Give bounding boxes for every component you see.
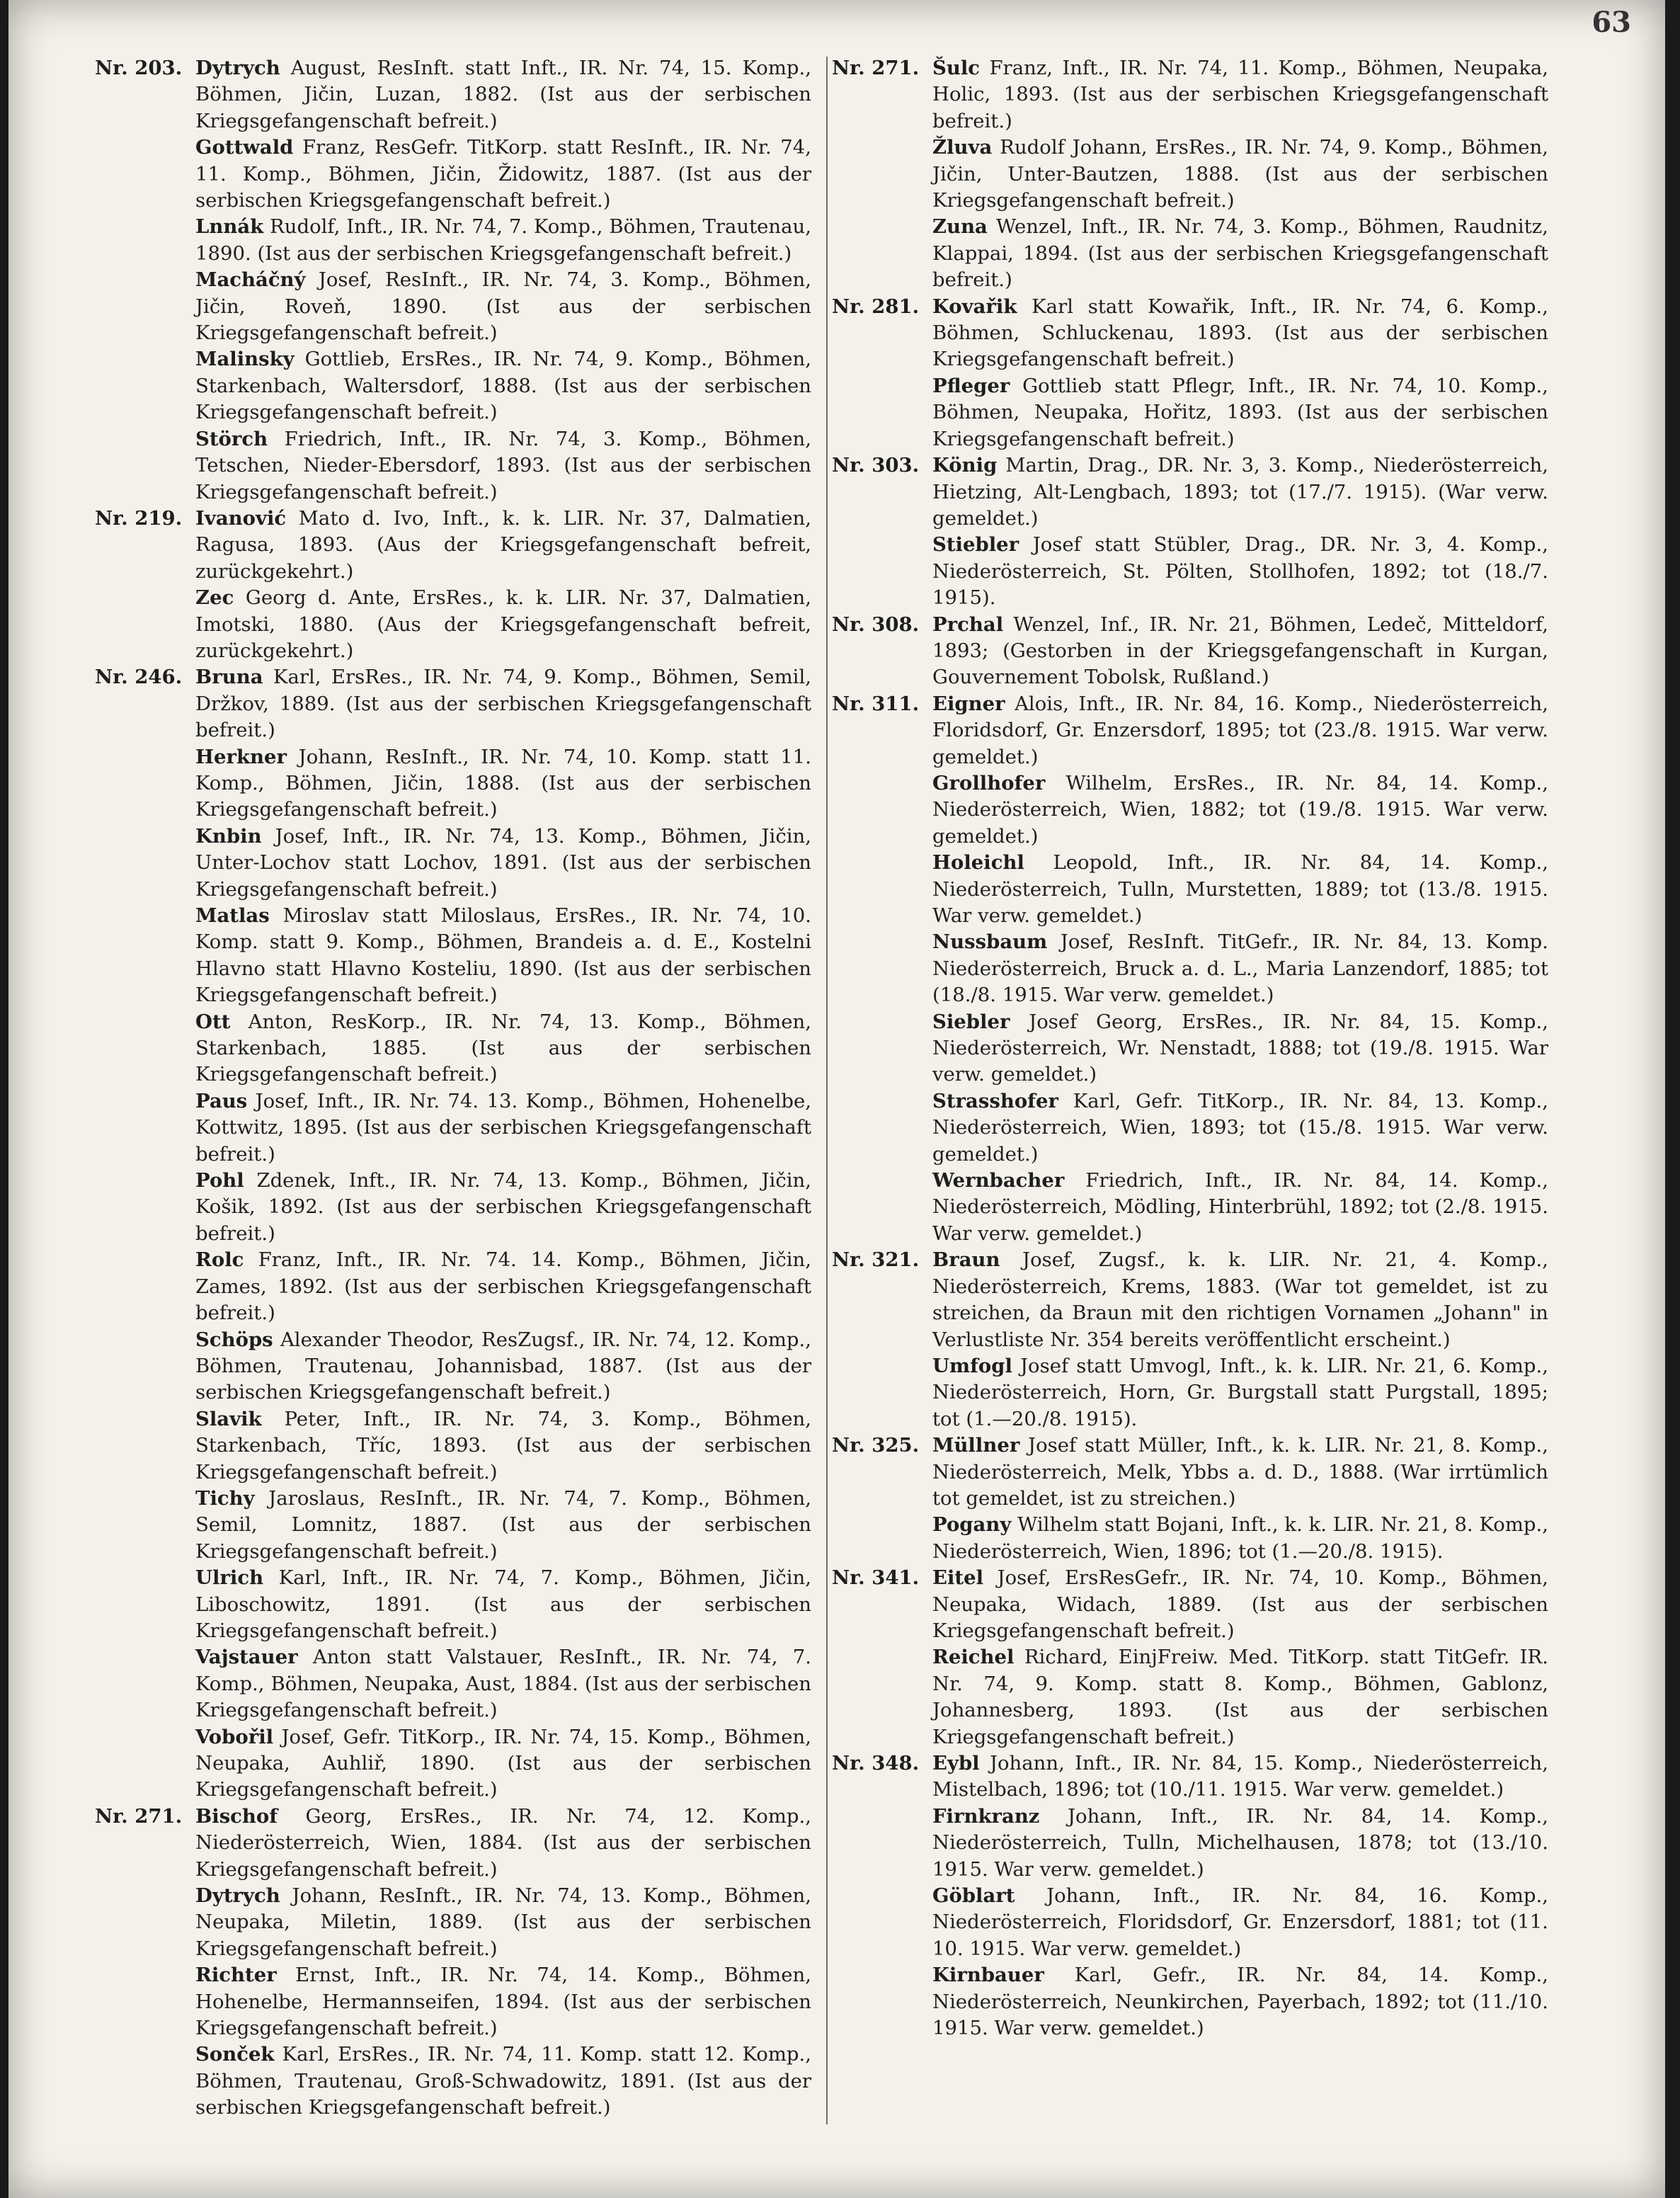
list-number: Nr. 203.	[95, 57, 183, 79]
list-item	[932, 1353, 1548, 1433]
list-item	[932, 1962, 1548, 2042]
list-item	[195, 267, 811, 346]
list-item	[195, 1406, 811, 1486]
person-name: Šulc	[932, 57, 981, 79]
person-name: Wernbacher	[932, 1169, 1065, 1192]
person-details: Gottlieb statt Pflegr, Inft., IR. Nr. 74, 10. Komp., Böhmen, Neupaka, Hořitz, 1893. (Ist aus der serbischen Kriegsgefangenschaft befreit.)	[932, 374, 1548, 450]
person-details: Karl, Gefr. TitKorp., IR. Nr. 84, 13. Komp., Niederösterreich, Wien, 1893; tot (15./8. 1915. War verw. gemeldet.)	[932, 1089, 1548, 1166]
list-item	[195, 1883, 811, 1962]
left-column	[96, 55, 811, 2122]
person-name: Eybl	[932, 1752, 980, 1775]
person-name: Störch	[195, 427, 268, 450]
list-item	[932, 135, 1548, 214]
person-name: Pohl	[195, 1169, 244, 1192]
person-details: Josef statt Stübler, Drag., DR. Nr. 3, 4. Komp., Niederösterreich, St. Pölten, Stollhofen, 1892; tot (18./7. 1915).	[932, 533, 1548, 610]
list-number: Nr. 325.	[832, 1434, 920, 1457]
person-name: Zuna	[932, 215, 988, 239]
person-name: Dytrych	[195, 57, 280, 79]
list-item	[195, 426, 811, 506]
list-item	[932, 1433, 1548, 1512]
list-item	[195, 1088, 811, 1168]
person-name: Müllner	[932, 1434, 1020, 1457]
list-item	[195, 1804, 811, 1883]
list-item	[195, 1724, 811, 1804]
person-details: Josef, Zugsf., k. k. LIR. Nr. 21, 4. Komp., Niederösterreich, Krems, 1883. (War tot gemeldet, ist zu streichen, da Braun mit den richtigen Vornamen „Johann" in Verlustliste Nr. 354 bereits veröffentlicht erscheint.)	[932, 1248, 1548, 1351]
person-name: Paus	[195, 1089, 248, 1112]
list-item	[932, 1009, 1548, 1088]
person-name: Kovařik	[932, 295, 1017, 318]
list-number: Nr. 348.	[832, 1752, 920, 1775]
person-details: Wenzel, Inft., IR. Nr. 74, 3. Komp., Böhmen, Raudnitz, Klappai, 1894. (Ist aus der serbischen Kriegsgefangenschaft befreit.)	[932, 215, 1548, 292]
person-details: Georg, ErsRes., IR. Nr. 74, 12. Komp., Niederösterreich, Wien, 1884. (Ist aus der serbischen Kriegsgefangenschaft befreit.)	[195, 1804, 811, 1881]
person-details: August, ResInft. statt Inft., IR. Nr. 74, 15. Komp., Böhmen, Jičin, Luzan, 1882. (Ist aus der serbischen Kriegsgefangenschaft befreit.)	[195, 57, 811, 132]
person-details: Karl, Inft., IR. Nr. 74, 7. Komp., Böhmen, Jičin, Liboschowitz, 1891. (Ist aus der serbischen Kriegsgefangenschaft befreit.)	[195, 1566, 811, 1642]
person-name: Tichy	[195, 1486, 255, 1510]
person-details: Josef, ResInft. TitGefr., IR. Nr. 84, 13. Komp. Niederösterreich, Bruck a. d. L., Maria Lanzendorf, 1885; tot (18./8. 1915. War verw. gemeldet.)	[932, 930, 1548, 1007]
list-entry-group	[833, 1750, 1548, 2042]
person-name: Bruna	[195, 666, 263, 689]
person-name: Sonček	[195, 2043, 275, 2066]
list-item	[195, 1009, 811, 1088]
person-details: Josef, ResInft., IR. Nr. 74, 3. Komp., Böhmen, Jičin, Roveň, 1890. (Ist aus der serbischen Kriegsgefangenschaft befreit.)	[195, 268, 811, 345]
list-item	[932, 452, 1548, 532]
person-name: Umfogl	[932, 1354, 1012, 1377]
person-details: Richard, EinjFreiw. Med. TitKorp. statt TitGefr. IR. Nr. 74, 9. Komp. statt 8. Komp., Böhmen, Gablonz, Johannesberg, 1893. (Ist aus der serbischen Kriegsgefangenschaft befreit.)	[932, 1646, 1548, 1748]
person-details: Wilhelm, ErsRes., IR. Nr. 84, 14. Komp., Niederösterreich, Wien, 1882; tot (19./8. 1915. War verw. gemeldet.)	[932, 771, 1548, 848]
list-item	[195, 903, 811, 1009]
list-entry-group	[833, 55, 1548, 294]
list-number: Nr. 271.	[95, 1804, 183, 1828]
list-item	[932, 929, 1548, 1008]
person-details: Josef, ErsResGefr., IR. Nr. 74, 10. Komp., Böhmen, Neupaka, Widach, 1889. (Ist aus der serbischen Kriegsgefangenschaft befreit.)	[932, 1566, 1548, 1642]
list-item	[932, 1565, 1548, 1644]
list-item	[932, 850, 1548, 929]
right-column	[833, 55, 1548, 2042]
list-number: Nr. 219.	[95, 506, 183, 530]
person-name: Kirnbauer	[932, 1964, 1044, 1987]
column-divider	[826, 57, 828, 2124]
person-name: Vobořil	[195, 1725, 274, 1748]
list-item	[195, 346, 811, 426]
list-item	[195, 55, 811, 135]
person-details: Josef Georg, ErsRes., IR. Nr. 84, 15. Komp., Niederösterreich, Wr. Nenstadt, 1888; tot (19./8. 1915. War verw. gemeldet.)	[932, 1010, 1548, 1086]
person-details: Josef statt Umvogl, Inft., k. k. LIR. Nr. 21, 6. Komp., Niederösterreich, Horn, Gr. Burgstall statt Purgstall, 1895; tot (1.—20./8. 1915).	[932, 1354, 1548, 1430]
list-number: Nr. 246.	[95, 666, 183, 689]
list-item	[195, 2042, 811, 2121]
person-name: Zec	[195, 586, 234, 610]
person-name: Ivanović	[195, 506, 287, 530]
person-details: Jaroslaus, ResInft., IR. Nr. 74, 7. Komp., Böhmen, Semil, Lomnitz, 1887. (Ist aus der serbischen Kriegsgefangenschaft befreit.)	[195, 1486, 811, 1563]
person-name: Göblart	[932, 1884, 1015, 1908]
person-name: Ott	[195, 1010, 231, 1033]
list-item	[932, 532, 1548, 611]
person-details: Josef, Inft., IR. Nr. 74. 13. Komp., Böhmen, Hohenelbe, Kottwitz, 1895. (Ist aus der serbischen Kriegsgefangenschaft befreit.)	[195, 1089, 811, 1166]
list-item	[932, 770, 1548, 850]
person-details: Gottlieb, ErsRes., IR. Nr. 74, 9. Komp., Böhmen, Starkenbach, Waltersdorf, 1888. (Ist aus der serbischen Kriegsgefangenschaft befreit.)	[195, 348, 811, 424]
person-name: Pogany	[932, 1513, 1012, 1537]
list-item	[932, 1247, 1548, 1353]
person-details: Georg d. Ante, ErsRes., k. k. LIR. Nr. 37, Dalmatien, Imotski, 1880. (Aus der Kriegsgefangenschaft befreit, zurückgekehrt.)	[195, 586, 811, 662]
person-name: Eitel	[932, 1566, 984, 1590]
person-name: Prchal	[932, 613, 1004, 636]
person-name: Braun	[932, 1248, 1000, 1272]
list-number: Nr. 311.	[832, 692, 920, 715]
person-name: Slavik	[195, 1407, 262, 1430]
list-entry-group	[96, 1804, 811, 2122]
person-name: Holeichl	[932, 851, 1024, 875]
person-name: Dytrych	[195, 1884, 280, 1908]
list-entry-group	[833, 1565, 1548, 1750]
list-item	[195, 1644, 811, 1724]
person-name: Richter	[195, 1964, 277, 1987]
list-item	[932, 55, 1548, 135]
person-details: Karl, Gefr., IR. Nr. 84, 14. Komp., Niederösterreich, Neunkirchen, Payerbach, 1892; tot (11./10. 1915. War verw. gemeldet.)	[932, 1964, 1548, 2040]
person-name: Macháčný	[195, 268, 306, 292]
person-details: Josef statt Müller, Inft., k. k. LIR. Nr. 21, 8. Komp., Niederösterreich, Melk, Ybbs a. d. D., 1888. (War irrtümlich tot gemeldet, ist zu streichen.)	[932, 1434, 1548, 1510]
person-name: Strasshofer	[932, 1089, 1058, 1112]
list-item	[195, 585, 811, 664]
person-name: Herkner	[195, 745, 287, 768]
list-item	[932, 612, 1548, 691]
list-item	[195, 506, 811, 585]
person-name: Rolc	[195, 1248, 244, 1272]
person-details: Anton, ResKorp., IR. Nr. 74, 13. Komp., Böhmen, Starkenbach, 1885. (Ist aus der serbischen Kriegsgefangenschaft befreit.)	[195, 1010, 811, 1086]
list-item	[932, 1644, 1548, 1750]
person-details: Johann, ResInft., IR. Nr. 74, 10. Komp. statt 11. Komp., Böhmen, Jičin, 1888. (Ist aus der serbischen Kriegsgefangenschaft befreit.)	[195, 745, 811, 821]
list-item	[195, 214, 811, 267]
list-number: Nr. 321.	[832, 1248, 920, 1272]
list-item	[195, 135, 811, 214]
person-name: Gottwald	[195, 136, 294, 159]
person-details: Friedrich, Inft., IR. Nr. 84, 14. Komp., Niederösterreich, Mödling, Hinterbrühl, 1892; tot (2./8. 1915. War verw. gemeldet.)	[932, 1169, 1548, 1245]
list-item	[932, 214, 1548, 293]
list-item	[932, 1088, 1548, 1168]
person-name: Reichel	[932, 1646, 1015, 1669]
person-name: Siebler	[932, 1010, 1010, 1033]
person-details: Friedrich, Inft., IR. Nr. 74, 3. Komp., Böhmen, Tetschen, Nieder-Ebersdorf, 1893. (Ist aus der serbischen Kriegsgefangenschaft befreit.)	[195, 427, 811, 503]
person-name: Lnnák	[195, 215, 264, 239]
document-page	[8, 0, 1665, 2198]
person-name: Matlas	[195, 904, 270, 927]
list-entry-group	[833, 452, 1548, 611]
list-item	[932, 373, 1548, 452]
person-details: Josef, Gefr. TitKorp., IR. Nr. 74, 15. Komp., Böhmen, Neupaka, Auhliř, 1890. (Ist aus der serbischen Kriegsgefangenschaft befreit.)	[195, 1725, 811, 1801]
list-item	[195, 1327, 811, 1406]
list-number: Nr. 308.	[832, 613, 920, 636]
person-name: Vajstauer	[195, 1646, 298, 1669]
list-item	[932, 294, 1548, 373]
person-name: Malinsky	[195, 348, 295, 371]
list-entry-group	[833, 691, 1548, 1248]
person-name: Nussbaum	[932, 930, 1048, 954]
list-item	[195, 1168, 811, 1247]
list-item	[195, 1565, 811, 1644]
list-item	[195, 1962, 811, 2042]
list-entry-group	[833, 1247, 1548, 1433]
list-number: Nr. 271.	[832, 57, 920, 79]
person-name: König	[932, 454, 998, 477]
person-details: Franz, Inft., IR. Nr. 74. 14. Komp., Böhmen, Jičin, Zames, 1892. (Ist aus der serbischen Kriegsgefangenschaft befreit.)	[195, 1248, 811, 1325]
list-item	[932, 1804, 1548, 1883]
person-details: Franz, Inft., IR. Nr. 74, 11. Komp., Böhmen, Neupaka, Holic, 1893. (Ist aus der serbischen Kriegsgefangenschaft befreit.)	[932, 57, 1548, 132]
list-item	[195, 1486, 811, 1565]
person-details: Josef, Inft., IR. Nr. 74, 13. Komp., Böhmen, Jičin, Unter-Lochov statt Lochov, 1891. (Ist aus der serbischen Kriegsgefangenschaft befreit.)	[195, 824, 811, 901]
person-details: Peter, Inft., IR. Nr. 74, 3. Komp., Böhmen, Starkenbach, Tříc, 1893. (Ist aus der serbischen Kriegsgefangenschaft befreit.)	[195, 1407, 811, 1484]
person-details: Johann, ResInft., IR. Nr. 74, 13. Komp., Böhmen, Neupaka, Miletin, 1889. (Ist aus der serbischen Kriegsgefangenschaft befreit.)	[195, 1884, 811, 1960]
person-details: Karl, ErsRes., IR. Nr. 74, 9. Komp., Böhmen, Semil, Držkov, 1889. (Ist aus der serbischen Kriegsgefangenschaft befreit.)	[195, 666, 811, 742]
person-details: Leopold, Inft., IR. Nr. 84, 14. Komp., Niederösterreich, Tulln, Murstetten, 1889; tot (13./8. 1915. War verw. gemeldet.)	[932, 851, 1548, 927]
person-name: Eigner	[932, 692, 1005, 715]
person-details: Alois, Inft., IR. Nr. 84, 16. Komp., Niederösterreich, Floridsdorf, Gr. Enzersdorf, 1895; tot (23./8. 1915. War verw. gemeldet.)	[932, 692, 1548, 768]
person-name: Knbin	[195, 824, 262, 848]
person-details: Franz, ResGefr. TitKorp. statt ResInft., IR. Nr. 74, 11. Komp., Böhmen, Jičin, Židowitz, 1887. (Ist aus der serbischen Kriegsgefangenschaft befreit.)	[195, 136, 811, 212]
person-details: Wilhelm statt Bojani, Inft., k. k. LIR. Nr. 21, 8. Komp., Niederösterreich, Wien, 1896; tot (1.—20./8. 1915).	[932, 1513, 1548, 1563]
list-number: Nr. 281.	[832, 295, 920, 318]
person-name: Ulrich	[195, 1566, 264, 1590]
list-item	[195, 744, 811, 824]
person-details: Wenzel, Inf., IR. Nr. 21, Böhmen, Ledeč, Mitteldorf, 1893; (Gestorben in der Kriegsgefangenschaft in Kurgan, Gouvernement Tobolsk, Rußland.)	[932, 613, 1548, 689]
person-details: Johann, Inft., IR. Nr. 84, 14. Komp., Niederösterreich, Tulln, Michelhausen, 1878; tot (13./10. 1915. War verw. gemeldet.)	[932, 1804, 1548, 1881]
list-item	[195, 824, 811, 903]
person-name: Bischof	[195, 1804, 278, 1828]
person-details: Anton statt Valstauer, ResInft., IR. Nr. 74, 7. Komp., Böhmen, Neupaka, Aust, 1884. (Ist aus der serbischen Kriegsgefangenschaft befreit.)	[195, 1646, 811, 1722]
list-entry-group	[96, 664, 811, 1803]
person-details: Alexander Theodor, ResZugsf., IR. Nr. 74, 12. Komp., Böhmen, Trautenau, Johannisbad, 1887. (Ist aus der serbischen Kriegsgefangenschaft befreit.)	[195, 1328, 811, 1404]
person-details: Miroslav statt Miloslaus, ErsRes., IR. Nr. 74, 10. Komp. statt 9. Komp., Böhmen, Brandeis a. d. E., Kostelni Hlavno statt Hlavno Kosteliu, 1890. (Ist aus der serbischen Kriegsgefangenschaft befreit.)	[195, 904, 811, 1007]
person-name: Grollhofer	[932, 771, 1046, 795]
list-entry-group	[833, 1433, 1548, 1565]
person-details: Mato d. Ivo, Inft., k. k. LIR. Nr. 37, Dalmatien, Ragusa, 1893. (Aus der Kriegsgefangenschaft befreit, zurückgekehrt.)	[195, 506, 811, 583]
list-entry-group	[833, 294, 1548, 452]
list-number: Nr. 341.	[832, 1566, 920, 1590]
list-item	[932, 1750, 1548, 1804]
list-item	[195, 664, 811, 744]
list-item	[932, 1512, 1548, 1565]
page-number: 63	[1592, 6, 1631, 39]
person-name: Žluva	[932, 136, 993, 159]
person-details: Ernst, Inft., IR. Nr. 74, 14. Komp., Böhmen, Hohenelbe, Hermannseifen, 1894. (Ist aus der serbischen Kriegsgefangenschaft befreit.)	[195, 1964, 811, 2040]
person-name: Firnkranz	[932, 1804, 1040, 1828]
list-entry-group	[833, 612, 1548, 691]
person-details: Johann, Inft., IR. Nr. 84, 16. Komp., Niederösterreich, Floridsdorf, Gr. Enzersdorf, 1881; tot (11. 10. 1915. War verw. gemeldet.)	[932, 1884, 1548, 1960]
list-item	[932, 1883, 1548, 1962]
person-details: Martin, Drag., DR. Nr. 3, 3. Komp., Niederösterreich, Hietzing, Alt-Lengbach, 1893; tot (17./7. 1915). (War verw. gemeldet.)	[932, 454, 1548, 530]
person-name: Pfleger	[932, 374, 1010, 397]
person-details: Rudolf, Inft., IR. Nr. 74, 7. Komp., Böhmen, Trautenau, 1890. (Ist aus der serbischen Kriegsgefangenschaft befreit.)	[195, 215, 811, 265]
list-item	[932, 1168, 1548, 1247]
list-item	[195, 1247, 811, 1326]
person-name: Stiebler	[932, 533, 1019, 557]
person-details: Karl statt Kowařik, Inft., IR. Nr. 74, 6. Komp., Böhmen, Schluckenau, 1893. (Ist aus der serbischen Kriegsgefangenschaft befreit.)	[932, 295, 1548, 371]
person-details: Karl, ErsRes., IR. Nr. 74, 11. Komp. statt 12. Komp., Böhmen, Trautenau, Groß-Schwadowitz, 1891. (Ist aus der serbischen Kriegsgefangenschaft befreit.)	[195, 2043, 811, 2119]
person-name: Schöps	[195, 1328, 273, 1351]
list-number: Nr. 303.	[832, 454, 920, 477]
person-details: Zdenek, Inft., IR. Nr. 74, 13. Komp., Böhmen, Jičin, Košik, 1892. (Ist aus der serbischen Kriegsgefangenschaft befreit.)	[195, 1169, 811, 1245]
list-item	[932, 691, 1548, 770]
person-details: Rudolf Johann, ErsRes., IR. Nr. 74, 9. Komp., Böhmen, Jičin, Unter-Bautzen, 1888. (Ist aus der serbischen Kriegsgefangenschaft befreit.)	[932, 136, 1548, 212]
list-entry-group	[96, 55, 811, 506]
person-details: Johann, Inft., IR. Nr. 84, 15. Komp., Niederösterreich, Mistelbach, 1896; tot (10./11. 1915. War verw. gemeldet.)	[932, 1752, 1548, 1801]
list-entry-group	[96, 506, 811, 664]
